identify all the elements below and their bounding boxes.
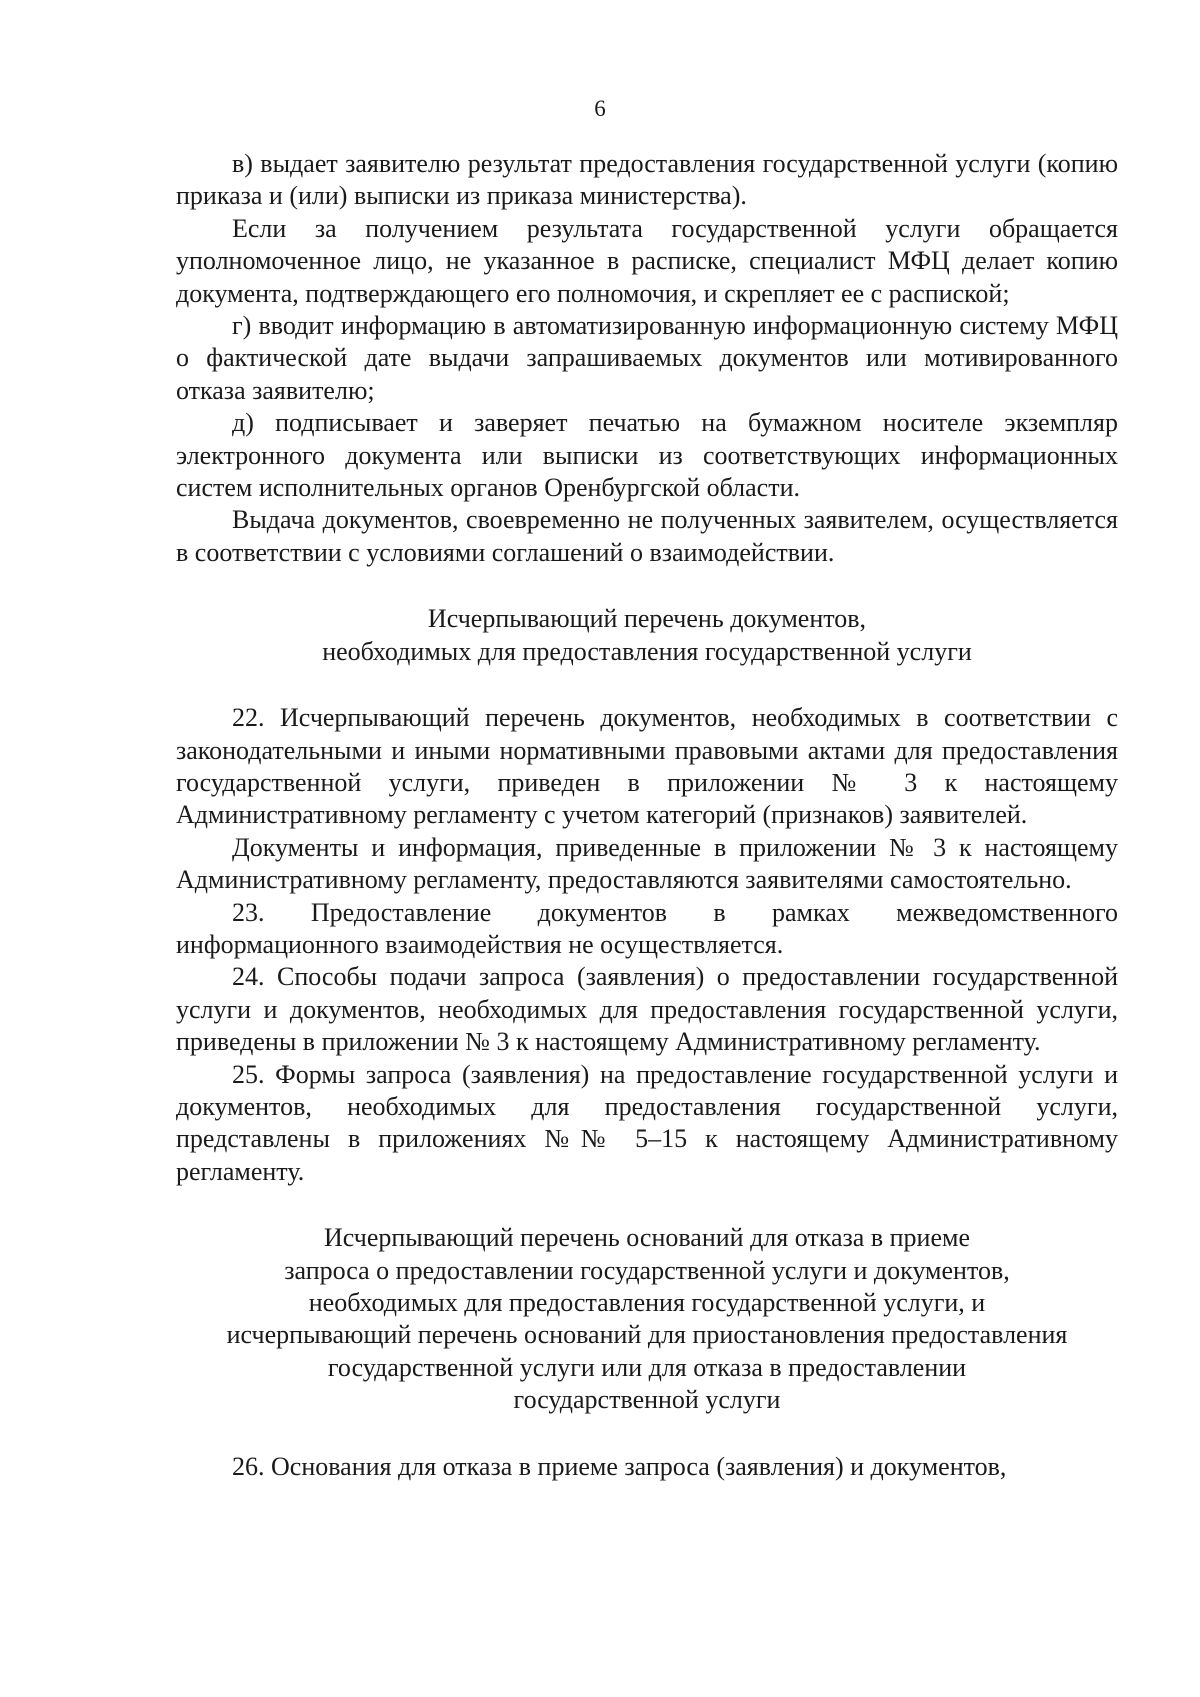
section-heading-documents-list — [176, 603, 1118, 668]
heading-line: государственной услуги или для отказа в предоставлении — [327, 1352, 967, 1382]
paragraph-enter-info: г) вводит информацию в автоматизированную информационную систему МФЦ о фактической дате выдачи запрашиваемых документов или мотивированного отказа заявителю; — [176, 311, 1118, 405]
paragraph-item-26: 26. Основания для отказа в приеме запроса (заявления) и документов, — [232, 1451, 1007, 1481]
heading-line: Исчерпывающий перечень документов, — [427, 604, 867, 634]
heading-line: государственной услуги — [513, 1385, 781, 1415]
paragraph-issue-result: в) выдает заявителю результат предоставления государственной услуги (копию приказа и (или) выписки из приказа министерства). — [176, 149, 1118, 211]
paragraph-sign-and-stamp: д) подписывает и заверяет печатью на бумажном носителе экземпляр электронного документа или выписки из соответствующих информационных систем исполнительных органов Оренбургской области. — [176, 408, 1118, 503]
heading-line: запроса о предоставлении государственной услуги и документов, — [284, 1255, 1010, 1285]
paragraph-item-22: 22. Исчерпывающий перечень документов, необходимых в соответствии с законодательными и иными нормативными правовыми актами для предоставления государственной услуги, приведен в приложении № 3 к настоящему Административному регламенту с учетом категорий (признаков) заявителей. — [176, 703, 1118, 830]
paragraph-unclaimed-documents: Выдача документов, своевременно не полученных заявителем, осуществляется в соответствии с условиями соглашений о взаимодействии. — [176, 505, 1118, 567]
heading-line: Исчерпывающий перечень оснований для отказа в приеме — [323, 1223, 970, 1253]
heading-line: необходимых для предоставления государственной услуги — [322, 636, 972, 666]
section-heading-refusal-grounds — [176, 1222, 1118, 1416]
heading-line: необходимых для предоставления государственной услуги, и — [308, 1288, 986, 1317]
paragraph-item-23: 23. Предоставление документов в рамках межведомственного информационного взаимодействия не осуществляется. — [176, 897, 1118, 959]
paragraph-authorized-person: Если за получением результата государственной услуги обращается уполномоченное лицо, не указанное в расписке, специалист МФЦ делает копию документа, подтверждающего его полномочия, и скрепляет ее с распиской; — [176, 213, 1118, 308]
page-number: 6 — [594, 96, 606, 121]
document-body — [176, 148, 1118, 1483]
paragraph-documents-info: Документы и информация, приведенные в приложении № 3 к настоящему Административному регламенту, предоставляются заявителями самостоятельно. — [176, 832, 1118, 895]
paragraph-item-24: 24. Способы подачи запроса (заявления) о предоставлении государственной услуги и документов, необходимых для предоставления государственной услуги, приведены в приложении № 3 к настоящему Административному регламенту. — [176, 962, 1118, 1057]
paragraph-item-25: 25. Формы запроса (заявления) на предоставление государственной услуги и документов, необходимых для предоставления государственной услуги, представлены в приложениях №№ 5–15 к настоящему Административному регламенту. — [176, 1059, 1118, 1186]
heading-line: исчерпывающий перечень оснований для приостановления предоставления — [226, 1320, 1068, 1350]
